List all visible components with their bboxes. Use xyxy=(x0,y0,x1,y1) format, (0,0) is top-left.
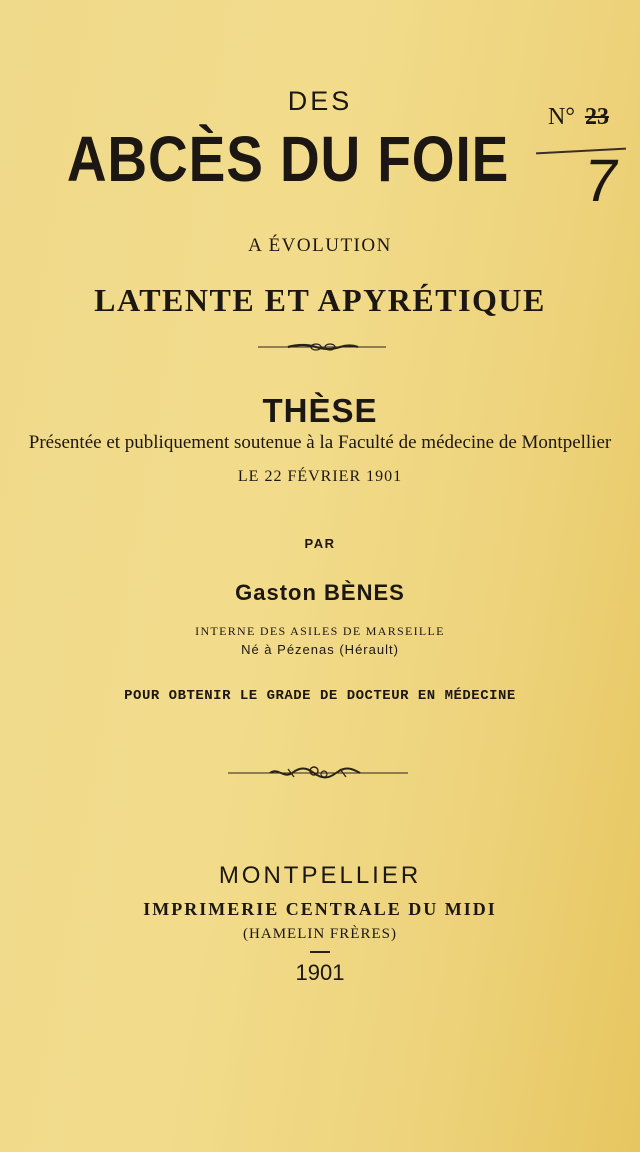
thesis-date: LE 22 FÉVRIER 1901 xyxy=(237,468,403,485)
subtitle-large: LATENTE ET APYRÉTIQUE xyxy=(94,282,546,318)
shelfmark-number: 23 xyxy=(584,104,609,130)
main-title: ABCÈS DU FOIE xyxy=(66,123,510,195)
shelfmark-prefix: N° xyxy=(548,104,575,130)
author-by: PAR xyxy=(304,536,336,551)
author-name: Gaston BÈNES xyxy=(235,580,405,605)
imprint-rule xyxy=(310,951,330,953)
ornament-divider-bottom xyxy=(228,765,408,781)
imprint-printer: IMPRIMERIE CENTRALE DU MIDI xyxy=(143,899,497,919)
thesis-presented: Présentée et publiquement soutenue à la Faculté de médecine de Montpellier xyxy=(28,432,612,453)
imprint-printer-note: (HAMELIN FRÈRES) xyxy=(243,926,397,942)
thesis-heading: THÈSE xyxy=(262,392,378,429)
thesis-purpose: POUR OBTENIR LE GRADE DE DOCTEUR EN MÉDECINE xyxy=(124,688,516,704)
author-birth: Né à Pézenas (Hérault) xyxy=(241,642,399,657)
shelfmark-handwritten: 7 xyxy=(580,147,624,214)
author-role: INTERNE DES ASILES DE MARSEILLE xyxy=(195,624,445,638)
pretitle: DES xyxy=(287,86,353,116)
subtitle-small: A ÉVOLUTION xyxy=(248,235,392,256)
ornament-divider-top xyxy=(258,341,386,353)
shelfmark xyxy=(548,104,609,131)
imprint-city: MONTPELLIER xyxy=(218,862,422,889)
imprint-year: 1901 xyxy=(295,960,345,985)
